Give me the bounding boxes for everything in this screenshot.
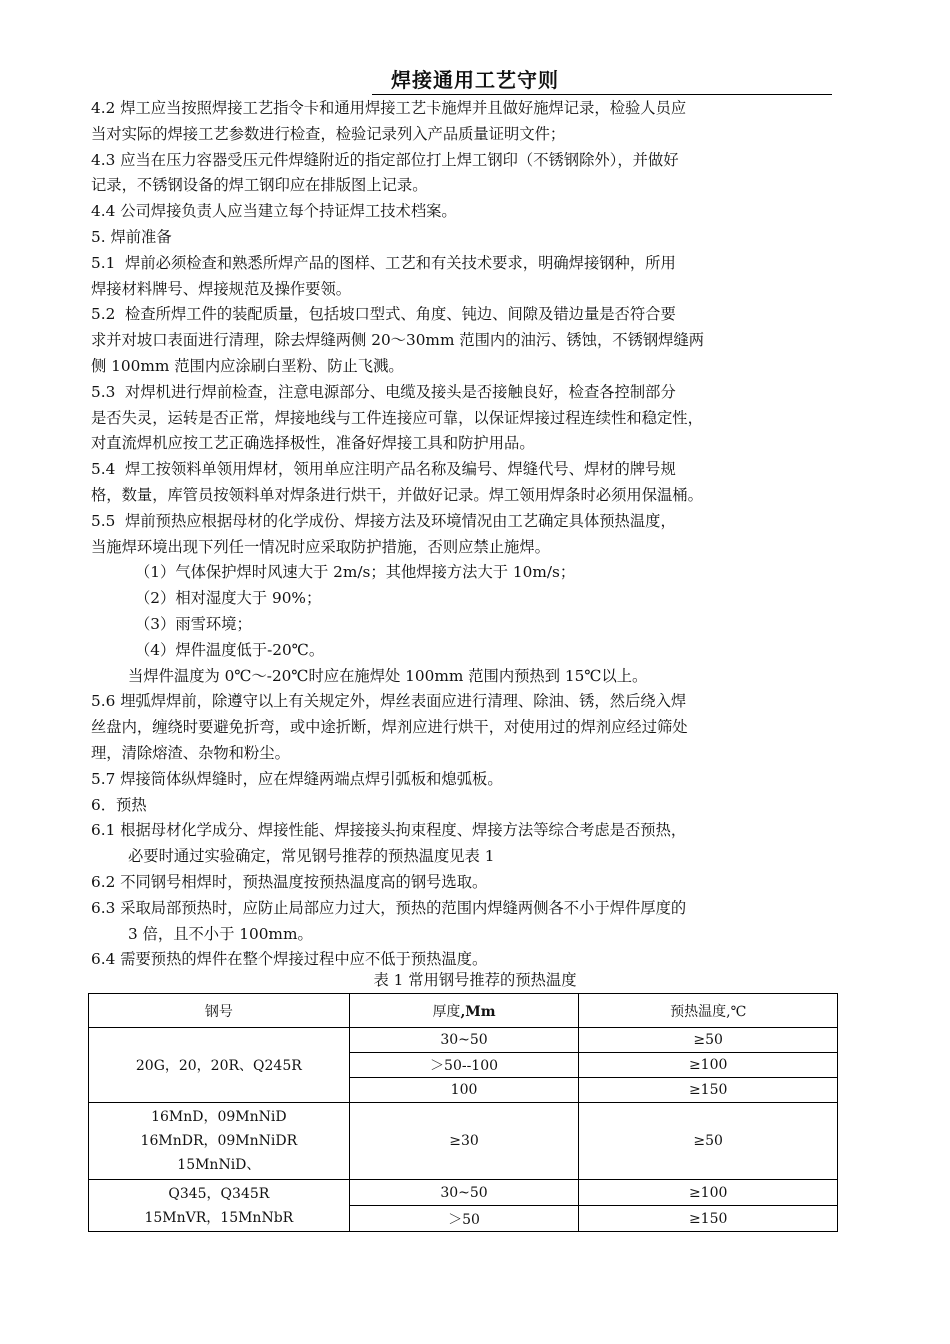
text-line: 记录，不锈钢设备的焊工钢印应在排版图上记录。 bbox=[91, 176, 428, 195]
text-line: 5.3 对焊机进行焊前检查，注意电源部分、电缆及接头是否接触良好，检查各控制部分 bbox=[91, 382, 676, 401]
condition-item: （3）雨雪环境； bbox=[135, 614, 252, 633]
temp-cell: ≥50 bbox=[579, 1028, 838, 1053]
text-line: 6.3 采取局部预热时，应防止局部应力过大，预热的范围内焊缝两侧各不小于焊件厚度的 bbox=[91, 898, 687, 917]
text-line: 5.1 焊前必须检查和熟悉所焊产品的图样、工艺和有关技术要求，明确焊接钢种，所用 bbox=[91, 253, 676, 272]
text-line: 5.6 埋弧焊焊前，除遵守以上有关规定外，焊丝表面应进行清理、除油、锈，然后绕入焊 bbox=[91, 692, 687, 711]
steel-cell bbox=[89, 1180, 350, 1232]
preheat-table bbox=[88, 993, 838, 1232]
text-line: 4.3 应当在压力容器受压元件焊缝附近的指定部位打上焊工钢印（不锈钢除外），并做好 bbox=[91, 150, 679, 169]
thickness-cell: ＞50--100 bbox=[349, 1053, 579, 1078]
text-line: 6.2 不同钢号相焊时，预热温度按预热温度高的钢号选取。 bbox=[91, 872, 488, 891]
condition-item: （2）相对湿度大于 90%； bbox=[135, 589, 322, 608]
table-caption: 表 1 常用钢号推荐的预热温度 bbox=[373, 971, 577, 989]
text-line: 5.5 焊前预热应根据母材的化学成份、焊接方法及环境情况由工艺确定具体预热温度， bbox=[91, 511, 676, 530]
text-line: 求并对坡口表面进行清理，除去焊缝两侧 20～30mm 范围内的油污、锈蚀，不锈钢焊缝两 bbox=[91, 331, 705, 350]
temp-cell: ≥100 bbox=[579, 1180, 838, 1206]
text-line: 丝盘内，缠绕时要避免折弯，或中途折断，焊剂应进行烘干，对使用过的焊剂应经过筛处 bbox=[91, 718, 688, 737]
table-row bbox=[89, 1028, 838, 1053]
steel-line: 16MnDR，09MnNiDR bbox=[140, 1133, 298, 1149]
thickness-cell: 100 bbox=[349, 1078, 579, 1103]
text-line: 5.7 焊接筒体纵焊缝时，应在焊缝两端点焊引弧板和熄弧板。 bbox=[91, 769, 503, 788]
text-line: 3 倍，且不小于 100mm。 bbox=[128, 924, 313, 943]
temp-cell: ≥100 bbox=[579, 1053, 838, 1078]
steel-line: 16MnD，09MnNiD bbox=[151, 1109, 287, 1125]
condition-note: 当焊件温度为 0℃～-20℃时应在施焊处 100mm 范围内预热到 15℃以上。 bbox=[128, 666, 648, 685]
text-line: 5.4 焊工按领料单领用焊材，领用单应注明产品名称及编号、焊缝代号、焊材的牌号规 bbox=[91, 460, 676, 479]
section-heading: 5. 焊前准备 bbox=[91, 227, 172, 246]
document-title: 焊接通用工艺守则 bbox=[391, 68, 559, 92]
text-line: 6.1 根据母材化学成分、焊接性能、焊接接头拘束程度、焊接方法等综合考虑是否预热， bbox=[91, 821, 687, 840]
condition-item: （1）气体保护焊时风速大于 2m/s；其他焊接方法大于 10m/s； bbox=[135, 563, 576, 582]
text-line: 理，清除熔渣、杂物和粉尘。 bbox=[91, 743, 290, 762]
text-line: 必要时通过实验确定，常见钢号推荐的预热温度见表 1 bbox=[128, 847, 495, 866]
section-heading: 6．预热 bbox=[91, 795, 147, 814]
text-line: 5.2 检查所焊工件的装配质量，包括坡口型式、角度、钝边、间隙及错边量是否符合要 bbox=[91, 305, 676, 324]
condition-item: （4）焊件温度低于-20℃。 bbox=[135, 640, 325, 659]
text-line: 焊接材料牌号、焊接规范及操作要领。 bbox=[91, 279, 352, 298]
header-temp: 预热温度,℃ bbox=[579, 994, 838, 1028]
text-line: 是否失灵，运转是否正常，焊接地线与工件连接应可靠，以保证焊接过程连续性和稳定性， bbox=[91, 408, 703, 427]
temp-cell: ≥50 bbox=[579, 1103, 838, 1180]
steel-line: 15MnNiD、 bbox=[177, 1157, 261, 1173]
table-row bbox=[89, 1180, 838, 1206]
thickness-cell: ＞50 bbox=[349, 1206, 579, 1232]
title-underline bbox=[372, 94, 832, 95]
text-line: 当对实际的焊接工艺参数进行检查，检验记录列入产品质量证明文件； bbox=[91, 124, 566, 143]
steel-cell bbox=[89, 1103, 350, 1180]
thickness-cell: 30~50 bbox=[349, 1028, 579, 1053]
text-line: 4.2 焊工应当按照焊接工艺指令卡和通用焊接工艺卡施焊并且做好施焊记录，检验人员应 bbox=[91, 99, 687, 117]
body-text bbox=[91, 96, 836, 973]
text-line: 对直流焊机应按工艺正确选择极性，准备好焊接工具和防护用品。 bbox=[91, 434, 535, 453]
header-steel: 钢号 bbox=[89, 994, 350, 1028]
text-line: 侧 100mm 范围内应涂刷白垩粉、防止飞溅。 bbox=[91, 356, 404, 375]
thickness-cell: ≥30 bbox=[349, 1103, 579, 1180]
temp-cell: ≥150 bbox=[579, 1206, 838, 1232]
table-header-row bbox=[89, 994, 838, 1028]
temp-cell: ≥150 bbox=[579, 1078, 838, 1103]
header-thickness bbox=[349, 994, 579, 1028]
header-thickness-unit: ,Mm bbox=[460, 1003, 496, 1020]
text-line: 当施焊环境出现下列任一情况时应采取防护措施，否则应禁止施焊。 bbox=[91, 537, 550, 556]
text-line: 6.4 需要预热的焊件在整个焊接过程中应不低于预热温度。 bbox=[91, 950, 488, 969]
text-line: 格，数量，库管员按领料单对焊条进行烘干，并做好记录。焊工领用焊条时必须用保温桶。 bbox=[91, 485, 703, 504]
text-line: 4.4 公司焊接负责人应当建立每个持证焊工技术档案。 bbox=[91, 202, 457, 221]
table-row bbox=[89, 1103, 838, 1180]
thickness-cell: 30~50 bbox=[349, 1180, 579, 1206]
steel-cell: 20G，20，20R、Q245R bbox=[89, 1028, 350, 1103]
steel-line: Q345，Q345R bbox=[168, 1185, 270, 1202]
header-thickness-label: 厚度 bbox=[432, 1003, 461, 1020]
steel-line: 15MnVR，15MnNbR bbox=[144, 1209, 294, 1226]
